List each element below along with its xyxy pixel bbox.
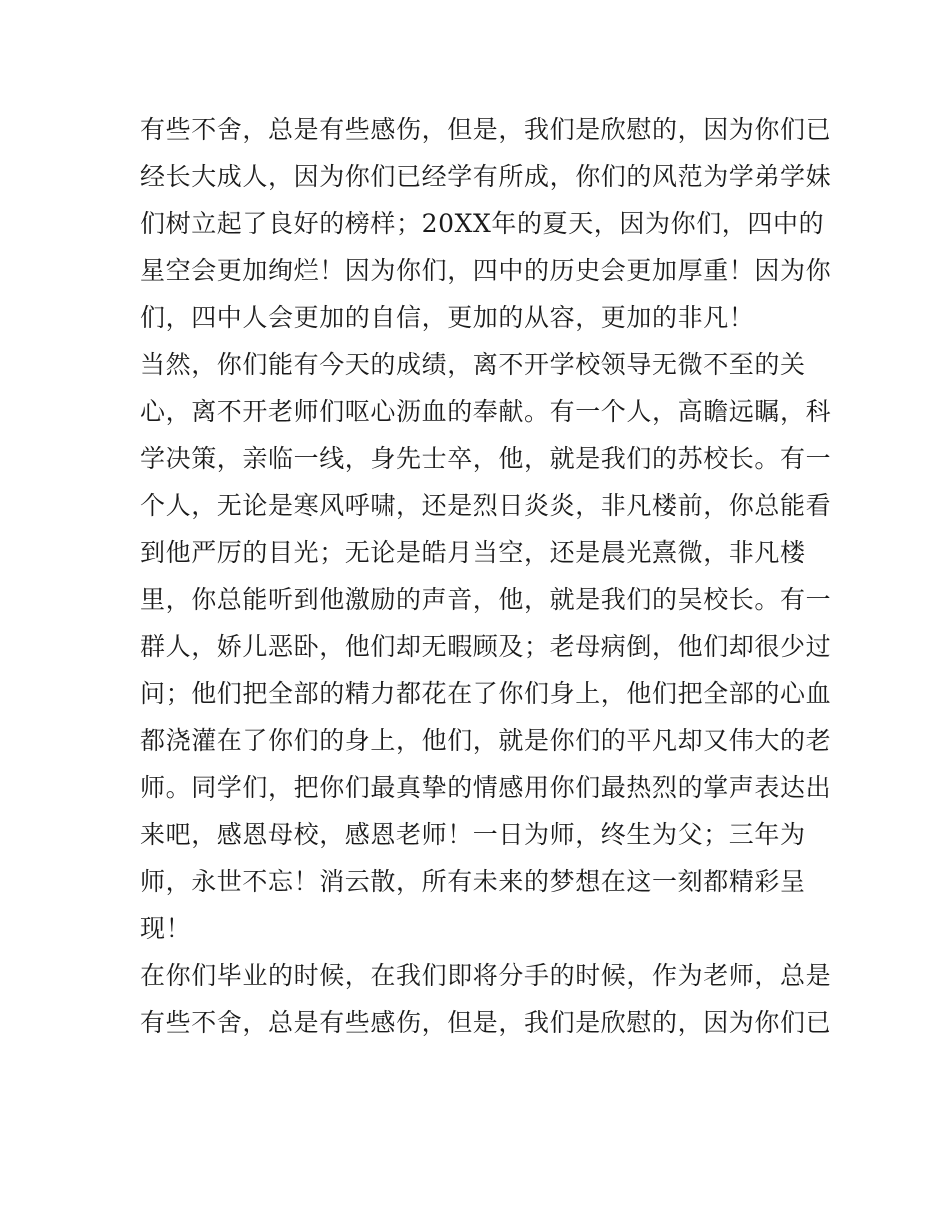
text-line: 们，四中人会更加的自信，更加的从容，更加的非凡！ xyxy=(140,303,755,332)
text-line: 都浇灌在了你们的身上，他们，就是你们的平凡却又伟大的老 xyxy=(140,726,832,755)
text-line: 心，离不开老师们呕心沥血的奉献。有一个人，高瞻远瞩，科 xyxy=(140,397,832,426)
text-line: 个人，无论是寒风呼啸，还是烈日炎炎，非凡楼前，你总能看 xyxy=(140,491,832,520)
text-line: 学决策，亲临一线，身先士卒，他，就是我们的苏校长。有一 xyxy=(140,444,832,473)
text-line: 星空会更加绚烂！因为你们，四中的历史会更加厚重！因为你 xyxy=(140,256,832,285)
text-line: 现！ xyxy=(140,914,192,943)
text-line: 在你们毕业的时候，在我们即将分手的时候，作为老师，总是 xyxy=(140,961,832,990)
text-line: 师，永世不忘！消云散，所有未来的梦想在这一刻都精彩呈 xyxy=(140,867,806,896)
text-line: 里，你总能听到他激励的声音，他，就是我们的吴校长。有一 xyxy=(140,585,832,614)
text-line: 来吧，感恩母校，感恩老师！一日为师，终生为父；三年为 xyxy=(140,820,806,849)
text-line: 有些不舍，总是有些感伤，但是，我们是欣慰的，因为你们已 xyxy=(140,1008,832,1037)
text-line: 到他严厉的目光；无论是皓月当空，还是晨光熹微，非凡楼 xyxy=(140,538,806,567)
text-line: 经长大成人，因为你们已经学有所成，你们的风范为学弟学妹 xyxy=(140,162,832,191)
body-text xyxy=(140,106,832,1046)
text-line: 们树立起了良好的榜样；20XX年的夏天，因为你们，四中的 xyxy=(140,209,825,238)
text-line: 问；他们把全部的精力都花在了你们身上，他们把全部的心血 xyxy=(140,679,832,708)
text-line: 有些不舍，总是有些感伤，但是，我们是欣慰的，因为你们已 xyxy=(140,115,832,144)
text-line: 当然，你们能有今天的成绩，离不开学校领导无微不至的关 xyxy=(140,350,806,379)
text-line: 群人，娇儿恶卧，他们却无暇顾及；老母病倒，他们却很少过 xyxy=(140,632,832,661)
text-line: 师。同学们，把你们最真挚的情感用你们最热烈的掌声表达出 xyxy=(140,773,832,802)
